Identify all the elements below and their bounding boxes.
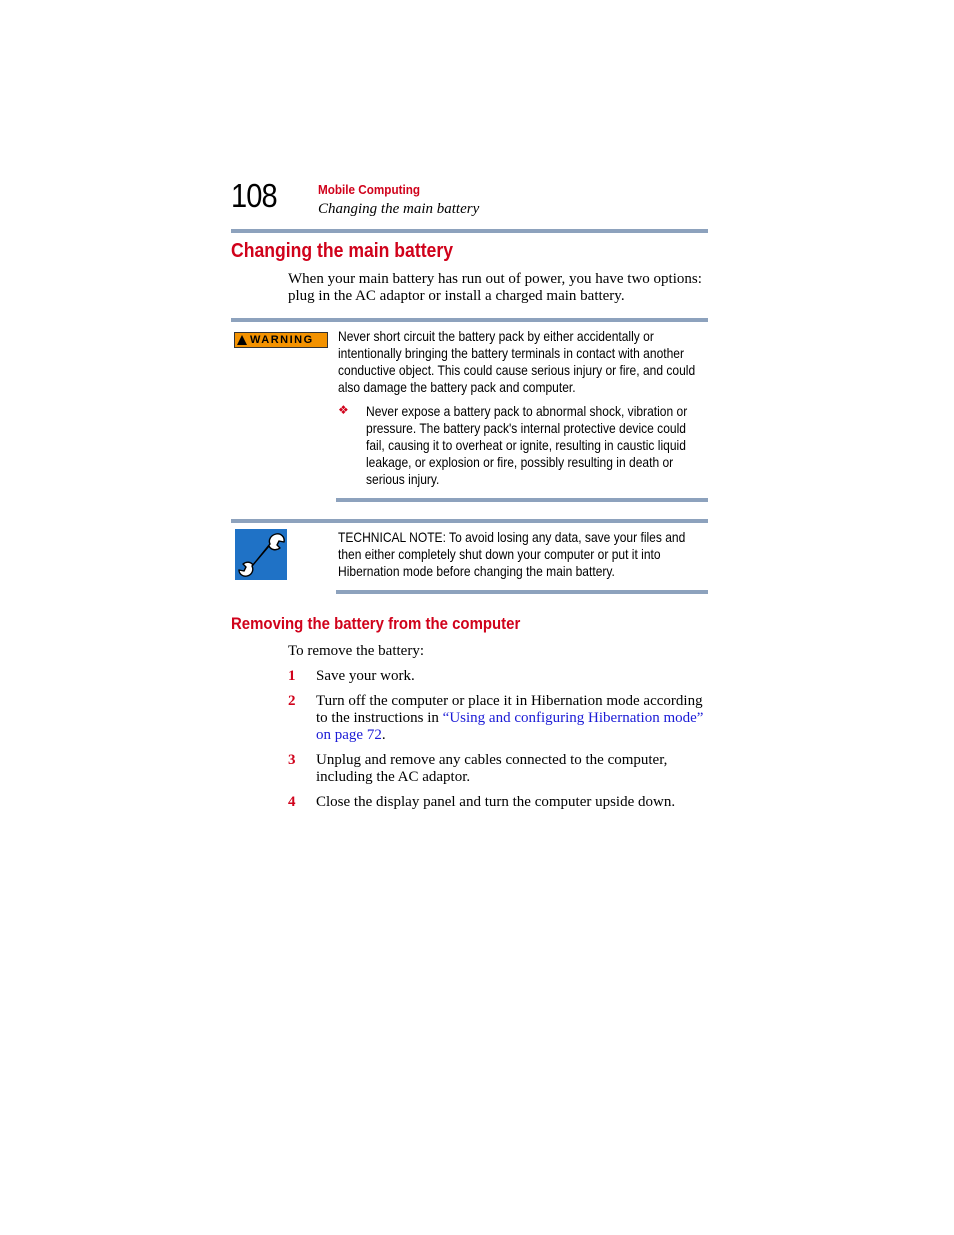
header-subsection-title: Changing the main battery <box>318 201 480 217</box>
warning-badge-label: WARNING <box>250 334 314 346</box>
steps-intro: To remove the battery: <box>288 643 424 659</box>
header-rule <box>231 229 708 233</box>
warning-bottom-rule <box>336 498 708 502</box>
warning-paragraph: Never short circuit the battery pack by either accidentally or intentionally bringing the battery terminals in contact with another conductive object. This could cause serious injury or fire, and could also damage the battery pack and computer. <box>338 328 696 395</box>
step-number: 2 <box>288 693 296 709</box>
intro-paragraph: When your main battery has run out of power, you have two options: plug in the AC adaptor or install a charged main battery. <box>288 271 702 304</box>
subheading-removing-battery: Removing the battery from the computer <box>231 614 521 633</box>
step-text: Unplug and remove any cables connected to the computer, including the AC adaptor. <box>316 752 668 785</box>
step-text <box>316 693 706 744</box>
step-number: 1 <box>288 668 296 684</box>
step-number: 4 <box>288 794 296 810</box>
warning-bullet-text: Never expose a battery pack to abnormal shock, vibration or pressure. The battery pack's internal protective device could fail, causing it to overheat or ignite, resulting in caustic liquid leakage, or explosion or fire, possibly resulting in death or serious injury. <box>366 403 688 487</box>
step-text: Save your work. <box>316 668 415 684</box>
header-section-title: Mobile Computing <box>318 182 421 197</box>
step-text-after: . <box>381 727 386 743</box>
tech-note-top-rule <box>231 519 708 523</box>
step-number: 3 <box>288 752 296 768</box>
step-text-before: Turn off the computer or place it in Hibernation mode according to the instructions in <box>316 693 703 726</box>
hibernation-page-link[interactable]: “Using and configuring Hibernation mode” on page 72 <box>316 710 704 743</box>
wrench-icon <box>235 529 287 580</box>
tech-note-text: TECHNICAL NOTE: To avoid losing any data, save your files and then either completely shut down your computer or put it into Hibernation mode before changing the main battery. <box>338 529 686 579</box>
warning-badge <box>234 332 328 348</box>
warning-top-rule <box>231 318 708 322</box>
step-text: Close the display panel and turn the computer upside down. <box>316 794 676 810</box>
warning-bullet-icon: ❖ <box>338 403 349 417</box>
page-title: Changing the main battery <box>231 240 453 262</box>
warning-triangle-icon <box>237 335 247 345</box>
tech-note-bottom-rule <box>336 590 708 594</box>
page-number: 108 <box>231 177 277 214</box>
